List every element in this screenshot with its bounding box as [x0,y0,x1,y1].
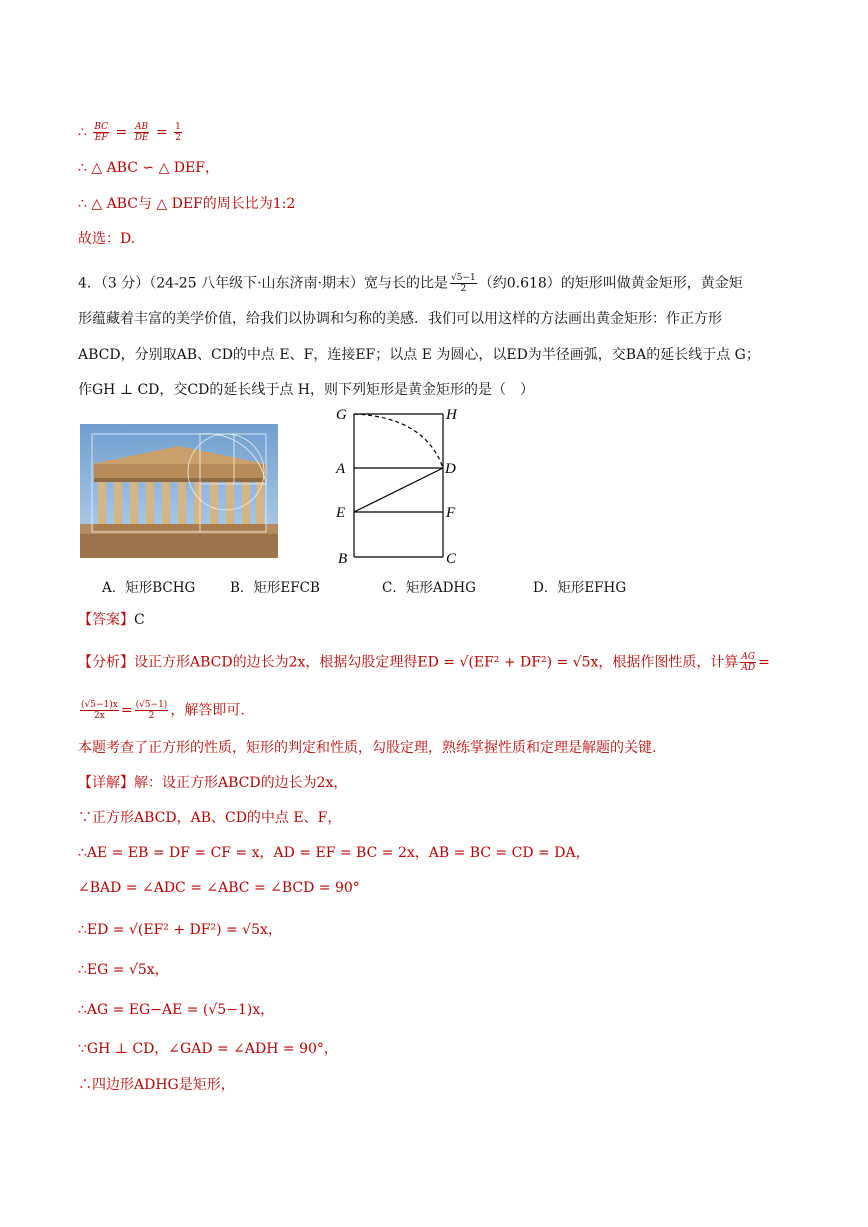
option-d: D．矩形EFHG [533,580,627,596]
analysis-line-3: 本题考查了正方形的性质，矩形的判定和性质，勾股定理，熟练掌握性质和定理是解题的关键. [78,740,657,756]
analysis-label: 【分析】 [78,654,134,671]
option-a: A．矩形BCHG [102,580,196,596]
label-d: D [445,461,456,477]
question-line-4: 作GH ⊥ CD，交CD的延长线于点 H，则下列矩形是黄金矩形的是（ ） [78,382,534,398]
fraction-ab-de: $\frac{AB}{DE}$ [134,122,149,143]
label-g: G [336,407,347,423]
detail-line-7: ∴AG = EG−AE = (√5−1)x， [78,1002,275,1018]
detail-line-5: ∴ED = √(EF² + DF²) = √5x， [78,922,282,938]
choice-line: 故选：D. [78,231,136,247]
fraction-golden-2: $\frac{(√5-1)}{2}$ [135,700,168,721]
fraction-golden-1: $\frac{(√5-1)x}{2x}$ [81,700,118,721]
analysis-line-2: $\frac{(√5-1)x}{2x}$ = $\frac{(√5-1)}{2}$ ，解答即可. [81,700,245,721]
fraction-ag-ad: $\frac{AG}{AD}$ [741,652,756,673]
answer-label: 【答案】 [78,612,134,628]
detail-line-3: ∴AE = EB = DF = CF = x，AD = EF = BC = 2x，AB = BC = CD = DA， [78,845,590,861]
golden-rectangle-figure [330,403,470,571]
detail-line-4: ∠BAD = ∠ADC = ∠ABC = ∠BCD = 90° [78,880,360,896]
detail-line-1: 【详解】解：设正方形ABCD的边长为2x， [78,775,348,791]
answer-value: C [134,612,145,628]
therefore-symbol: ∴ [78,124,87,141]
fraction-one-half: $\frac{1}{2}$ [175,122,181,143]
detail-line-9: ∴四边形ADHG是矩形， [78,1077,235,1093]
detail-line-6: ∴EG = √5x， [78,962,169,978]
question-line-1: 4．（3 分）（24-25 八年级下·山东济南·期末）宽与长的比是 $\frac{√5-1}{2}$ （约0.618）的矩形叫做黄金矩形，黄金矩 [78,273,743,294]
answer-line [78,610,145,630]
fraction-bc-ef: $\frac{BC}{EF}$ [94,122,109,143]
detail-line-8: ∵GH ⊥ CD，∠GAD = ∠ADH = 90°， [78,1041,338,1057]
option-c: C．矩形ADHG [382,580,476,596]
golden-ratio-fraction: $\frac{√5-1}{2}$ [450,273,476,294]
analysis-line-1: 【分析】设正方形ABCD的边长为2x，根据勾股定理得ED = √(EF² + DF²) = √5x，根据作图性质，计算 $\frac{AG}{AD}$ = [78,652,770,673]
label-b: B [338,551,348,567]
question-line-2: 形蕴藏着丰富的美学价值，给我们以协调和匀称的美感．我们可以用这样的方法画出黄金矩形：作正方形 [78,311,722,327]
ratio-line: ∴ $\frac{BC}{EF}$ = $\frac{AB}{DE}$ = $\frac{1}{2}$ [78,122,181,143]
detail-line-2: ∵正方形ABCD，AB、CD的中点 E、F， [78,810,342,826]
detail-label: 【详解】 [78,775,134,791]
label-h: H [446,407,457,423]
option-b: B．矩形EFCB [230,580,320,596]
label-c: C [446,551,457,567]
label-f: F [446,505,456,521]
similar-triangles-line: ∴ △ ABC ∽ △ DEF， [78,160,219,176]
perimeter-ratio-line: ∴ △ ABC与 △ DEF的周长比为1:2 [78,196,296,212]
label-e: E [336,505,346,521]
question-line-3: ABCD，分别取AB、CD的中点 E、F，连接EF；以点 E 为圆心，以ED为半径画弧，交BA的延长线于点 G； [78,347,760,363]
label-a: A [336,461,346,477]
parthenon-photo [80,424,278,558]
